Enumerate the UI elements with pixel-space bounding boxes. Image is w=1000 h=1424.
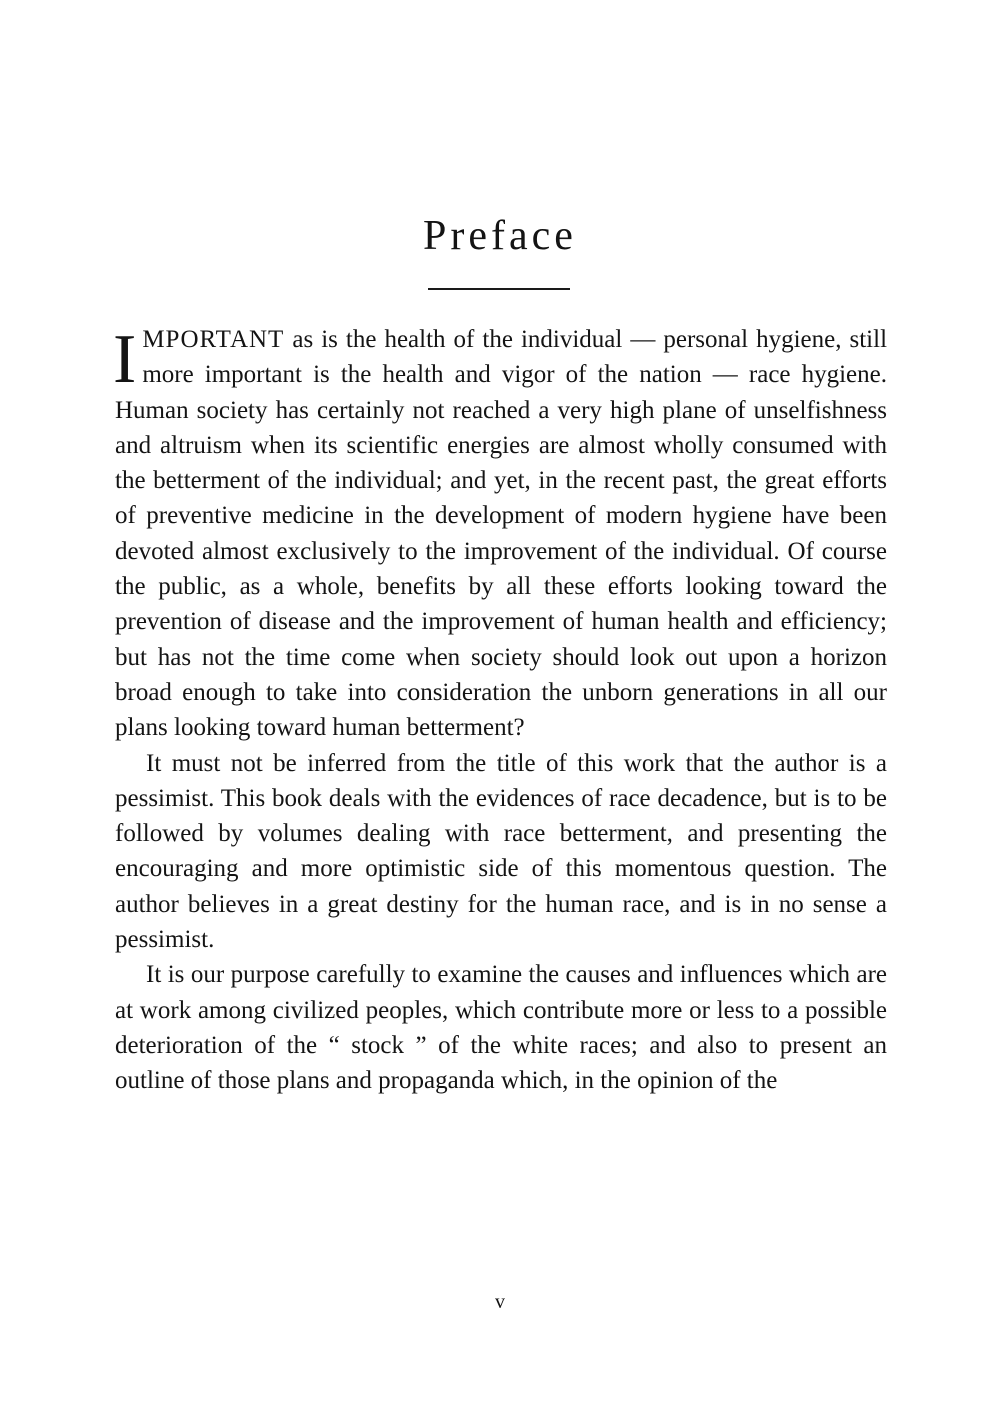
page-title: Preface xyxy=(423,213,577,259)
paragraph-2: It must not be inferred from the title of this work that the author is a pessimist. This book deals with the evidences of race decadence, but is to be followed by volumes dealing with race betterment, and presenting the encouraging and more optimistic side of this momentous question. The author believes in a great destiny for the human race, and is in no sense a pessimist. xyxy=(115,749,887,954)
title-rule xyxy=(428,288,570,290)
page-number: v xyxy=(495,1291,505,1313)
preface-body xyxy=(115,322,887,1099)
drop-cap: I xyxy=(113,321,137,398)
paragraph-1 xyxy=(115,322,887,746)
lead-word: MPORTANT xyxy=(142,326,285,353)
paragraph-1-text: as is the health of the individual — personal hygiene, still more important is the health and vigor of the nation — race hygiene. Human society has certainly not reached a very high plane of unselfishness and altruism when its scientific energies are almost wholly consumed with the betterment of the individual; and yet, in the recent past, the great efforts of preventive medicine in the development of modern hygiene have been devoted almost exclusively to the improvement of the individual. Of course the public, as a whole, benefits by all these efforts looking toward the prevention of disease and the improvement of human health and efficiency; but has not the time come when society should look out upon a horizon broad enough to take into consideration the unborn generations in all our plans looking toward human betterment? xyxy=(115,326,888,742)
paragraph-3: It is our purpose carefully to examine the causes and influences which are at work among civilized peoples, which contribute more or less to a possible deterioration of the “ stock ” of the white races; and also to present an outline of those plans and propaganda which, in the opinion of the xyxy=(115,961,887,1095)
